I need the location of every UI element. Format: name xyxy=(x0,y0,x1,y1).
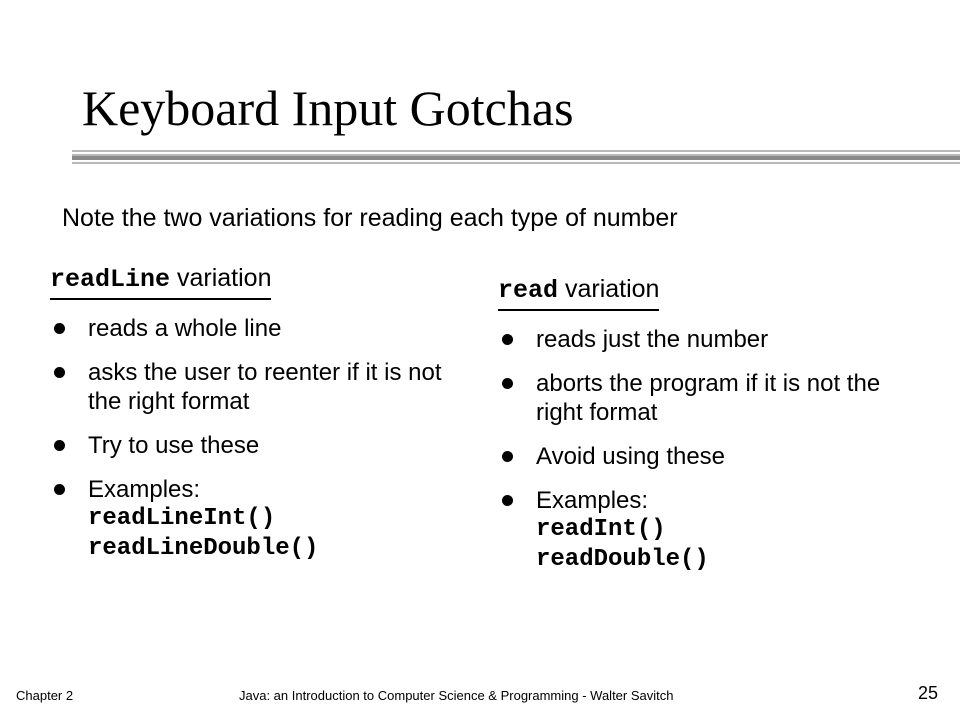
list-item: Avoid using these xyxy=(498,442,908,471)
footer-book-title: Java: an Introduction to Computer Science & Programming - Walter Savitch xyxy=(239,688,674,703)
list-item: Try to use these xyxy=(50,431,460,460)
slide-subtitle: Note the two variations for reading each type of number xyxy=(62,204,678,232)
read-heading-text: variation xyxy=(558,275,660,303)
read-heading xyxy=(498,273,659,311)
read-bullet-list xyxy=(498,325,908,575)
readline-bullet-list xyxy=(50,314,460,564)
example-code: readLineInt() xyxy=(88,505,276,532)
bullet-icon xyxy=(502,334,513,345)
list-item: Examples: readInt() readDouble() xyxy=(498,486,908,575)
example-code: readLineDouble() xyxy=(88,535,319,562)
list-item: reads just the number xyxy=(498,325,908,354)
example-code: readInt() xyxy=(536,516,666,543)
read-heading-code: read xyxy=(498,276,559,305)
page-number: 25 xyxy=(918,683,939,703)
readline-column xyxy=(50,262,460,579)
readline-heading xyxy=(50,262,271,300)
readline-heading-code: readLine xyxy=(50,265,171,294)
bullet-icon xyxy=(54,367,65,378)
read-column xyxy=(498,273,908,590)
bullet-icon xyxy=(54,323,65,334)
list-item: asks the user to reenter if it is not the right format xyxy=(50,358,460,416)
list-item: Examples: readLineInt() readLineDouble() xyxy=(50,475,460,564)
bullet-icon xyxy=(502,378,513,389)
footer-chapter: Chapter 2 xyxy=(16,688,74,703)
bullet-icon xyxy=(502,495,513,506)
title-divider xyxy=(72,150,960,166)
list-item: aborts the program if it is not the right format xyxy=(498,369,908,427)
bullet-icon xyxy=(54,484,65,495)
list-item: reads a whole line xyxy=(50,314,460,343)
bullet-icon xyxy=(502,451,513,462)
readline-heading-text: variation xyxy=(170,264,272,292)
example-code: readDouble() xyxy=(536,546,709,573)
bullet-icon xyxy=(54,440,65,451)
slide-title: Keyboard Input Gotchas xyxy=(82,80,574,136)
